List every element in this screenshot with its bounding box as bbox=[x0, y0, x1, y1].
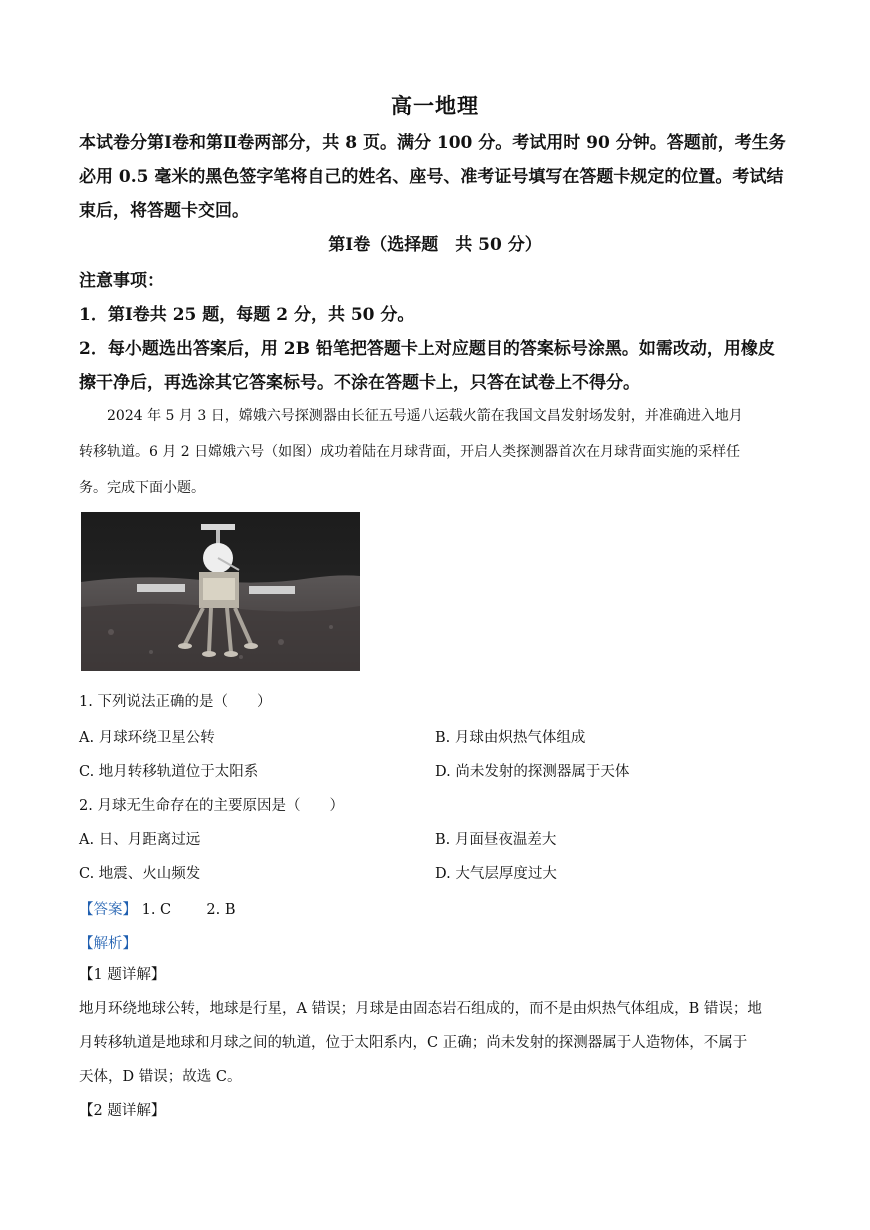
analysis-line: 月转移轨道是地球和月球之间的轨道，位于太阳系内，C 正确；尚未发射的探测器属于人造物体，不属于 bbox=[79, 1035, 748, 1051]
q1-analysis-heading: 【1 题详解】 bbox=[79, 967, 166, 983]
question-1-option-a: A. 月球环绕卫星公转 bbox=[79, 730, 215, 746]
notice-heading: 注意事项： bbox=[79, 271, 164, 291]
question-1-option-b: B. 月球由炽热气体组成 bbox=[435, 730, 586, 746]
question-1-option-c: C. 地月转移轨道位于太阳系 bbox=[79, 764, 259, 780]
answer-q2: 2. B bbox=[206, 902, 236, 918]
change6-lander-photo bbox=[81, 512, 360, 671]
page-title: 高一地理 bbox=[391, 93, 479, 118]
q2-analysis-heading: 【2 题详解】 bbox=[79, 1103, 166, 1119]
analysis-label-line bbox=[79, 932, 137, 953]
question-1-option-d: D. 尚未发射的探测器属于天体 bbox=[435, 764, 630, 780]
notice-item: 1．第Ⅰ卷共 25 题，每题 2 分，共 50 分。 bbox=[79, 305, 415, 325]
answer-q1: 1. C bbox=[141, 902, 172, 918]
notice-block bbox=[79, 264, 799, 400]
reading-passage bbox=[79, 398, 794, 506]
question-2-option-a: A. 日、月距离过远 bbox=[79, 832, 201, 848]
exam-instructions bbox=[79, 126, 794, 228]
instruction-line: 本试卷分第Ⅰ卷和第Ⅱ卷两部分，共 8 页。满分 100 分。考试用时 90 分钟。答题前，考生务 bbox=[79, 133, 786, 153]
question-2-option-b: B. 月面昼夜温差大 bbox=[435, 832, 557, 848]
analysis-line: 地月环绕地球公转，地球是行星，A 错误；月球是由固态岩石组成的，而不是由炽热气体组成，B 错误；地 bbox=[79, 1001, 762, 1017]
instruction-line: 束后，将答题卡交回。 bbox=[79, 201, 249, 221]
section-title: 第Ⅰ卷（选择题 共 50 分） bbox=[328, 235, 542, 255]
passage-line: 2024 年 5 月 3 日，嫦娥六号探测器由长征五号遥八运载火箭在我国文昌发射场发射，并准确进入地月 bbox=[79, 408, 743, 424]
passage-line: 转移轨道。6 月 2 日嫦娥六号（如图）成功着陆在月球背面，开启人类探测器首次在月球背面实施的采样任 bbox=[79, 444, 741, 460]
question-2-option-c: C. 地震、火山频发 bbox=[79, 866, 201, 882]
answer-label: 【答案】 bbox=[79, 902, 137, 918]
question-2-option-d: D. 大气层厚度过大 bbox=[435, 866, 557, 882]
question-1-stem: 1. 下列说法正确的是（ ） bbox=[79, 694, 272, 710]
analysis-label: 【解析】 bbox=[79, 936, 137, 952]
analysis-line: 天体，D 错误；故选 C。 bbox=[79, 1069, 242, 1085]
answer-line bbox=[79, 898, 235, 919]
instruction-line: 必用 0.5 毫米的黑色签字笔将自己的姓名、座号、准考证号填写在答题卡规定的位置。考试结 bbox=[79, 167, 784, 187]
question-2-stem: 2. 月球无生命存在的主要原因是（ ） bbox=[79, 798, 344, 814]
notice-item: 擦干净后，再选涂其它答案标号。不涂在答题卡上，只答在试卷上不得分。 bbox=[79, 373, 640, 393]
notice-item: 2．每小题选出答案后，用 2B 铅笔把答题卡上对应题目的答案标号涂黑。如需改动，用橡皮 bbox=[79, 339, 775, 359]
analysis-block bbox=[79, 958, 794, 1128]
passage-line: 务。完成下面小题。 bbox=[79, 480, 205, 496]
